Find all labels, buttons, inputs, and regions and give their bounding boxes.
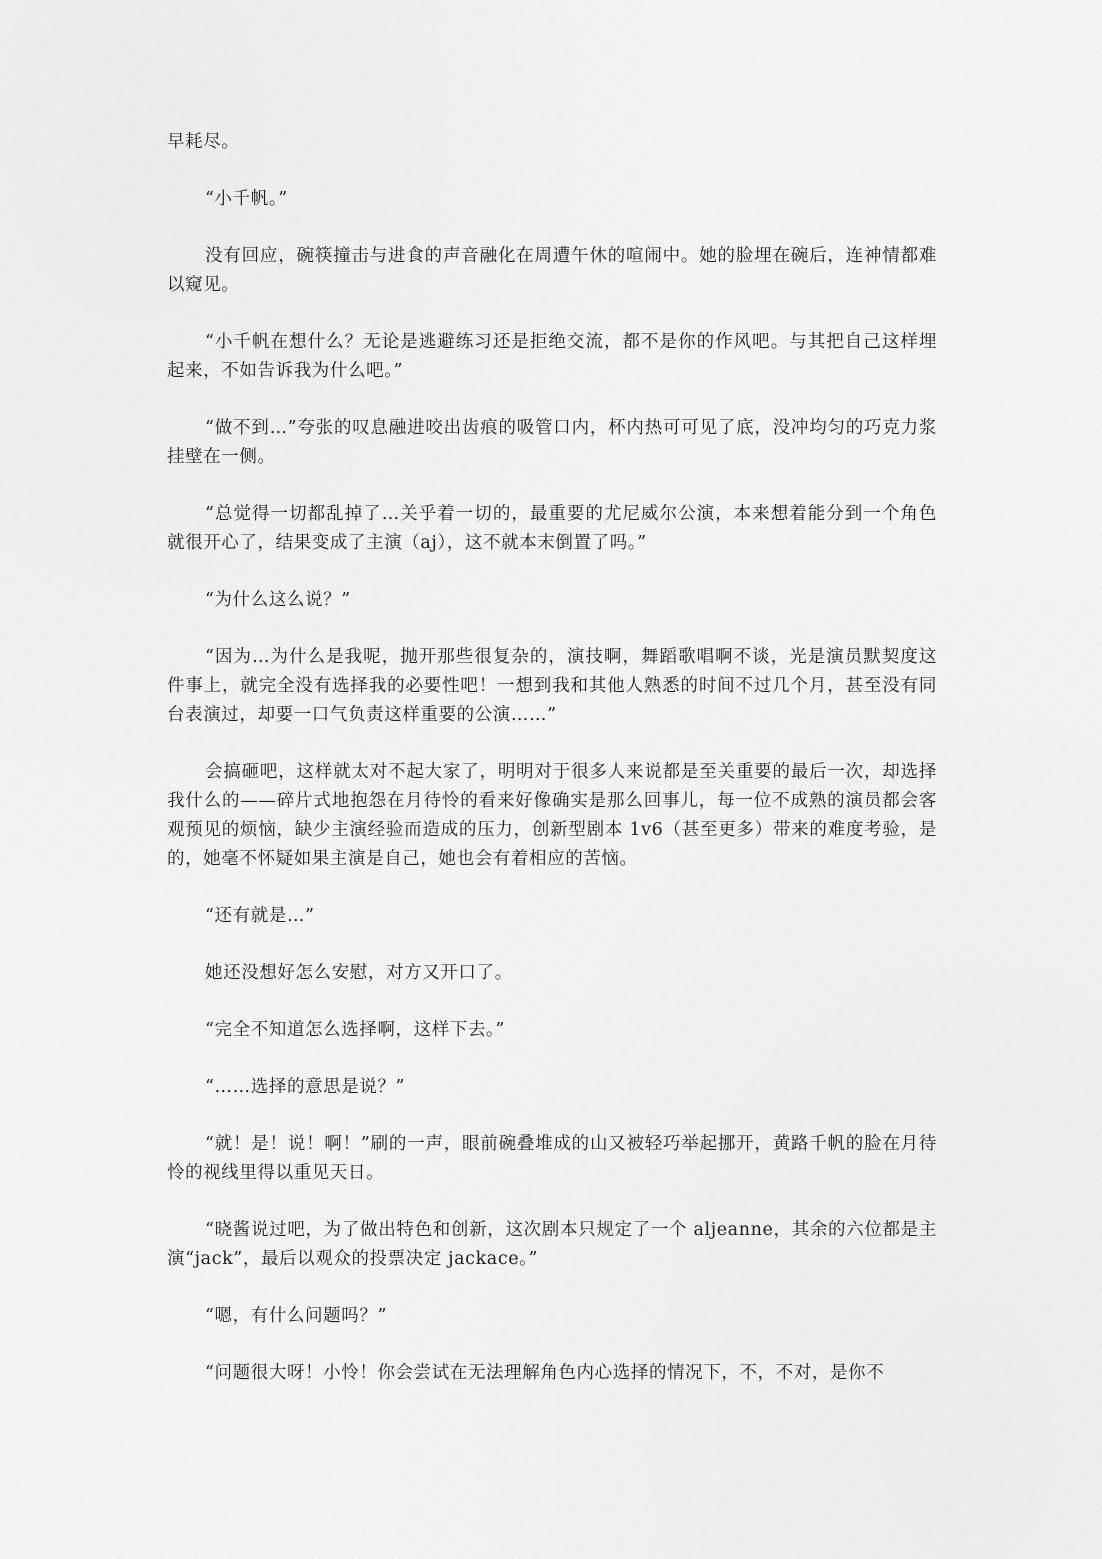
paragraph: “为什么这么说？” — [205, 590, 351, 610]
paragraph: 她还没想好怎么安慰，对方又开口了。 — [205, 963, 513, 983]
paragraph: “问题很大呀！小怜！你会尝试在无法理解角色内心选择的情况下，不，不对，是你不 — [205, 1363, 885, 1383]
paragraph: “因为…为什么是我呢，抛开那些很复杂的，演技啊，舞蹈歌唱啊不谈，光是演员默契度这件事上，就完全没有选择我的必要性吧！一想到我和其他人熟悉的时间不过几个月，甚至没有同台表演过，却要一口气负责这样重要的公演……” — [167, 647, 937, 725]
paragraph: “总觉得一切都乱掉了…关乎着一切的，最重要的尤尼威尔公演，本来想着能分到一个角色就很开心了，结果变成了主演（aj），这不就本末倒置了吗。” — [167, 504, 937, 553]
paragraph: “晓酱说过吧，为了做出特色和创新，这次剧本只规定了一个 aljeanne，其余的六位都是主演“jack”，最后以观众的投票决定 jackace。” — [167, 1220, 937, 1269]
paragraph: “小千帆。” — [205, 189, 288, 209]
paragraph: “……选择的意思是说？” — [205, 1077, 406, 1097]
paragraph: “做不到…”夸张的叹息融进咬出齿痕的吸管口内，杯内热可可见了底，没冲均匀的巧克力浆挂壁在一侧。 — [167, 418, 937, 467]
paragraph: “嗯，有什么问题吗？” — [205, 1306, 387, 1326]
paragraph: “小千帆在想什么？无论是逃避练习还是拒绝交流，都不是你的作风吧。与其把自己这样埋起来，不如告诉我为什么吧。” — [167, 332, 937, 381]
paragraph: 早耗尽。 — [167, 132, 240, 152]
paragraph: 没有回应，碗筷撞击与进食的声音融化在周遭午休的喧闹中。她的脸埋在碗后，连神情都难以窥见。 — [167, 246, 937, 295]
document-body — [167, 128, 937, 1416]
paragraph: “还有就是…” — [205, 906, 315, 926]
paragraph: “就！是！说！啊！”刷的一声，眼前碗叠堆成的山又被轻巧举起挪开，黄路千帆的脸在月待怜的视线里得以重见天日。 — [167, 1134, 937, 1183]
paragraph: “完全不知道怎么选择啊，这样下去。” — [205, 1020, 505, 1040]
paragraph: 会搞砸吧，这样就太对不起大家了，明明对于很多人来说都是至关重要的最后一次，却选择我什么的——碎片式地抱怨在月待怜的看来好像确实是那么回事儿，每一位不成熟的演员都会客观预见的烦恼，缺少主演经验而造成的压力，创新型剧本 1v6（甚至更多）带来的难度考验，是的，她毫不怀疑如果主演是自己，她也会有着相应的苦恼。 — [167, 762, 937, 869]
